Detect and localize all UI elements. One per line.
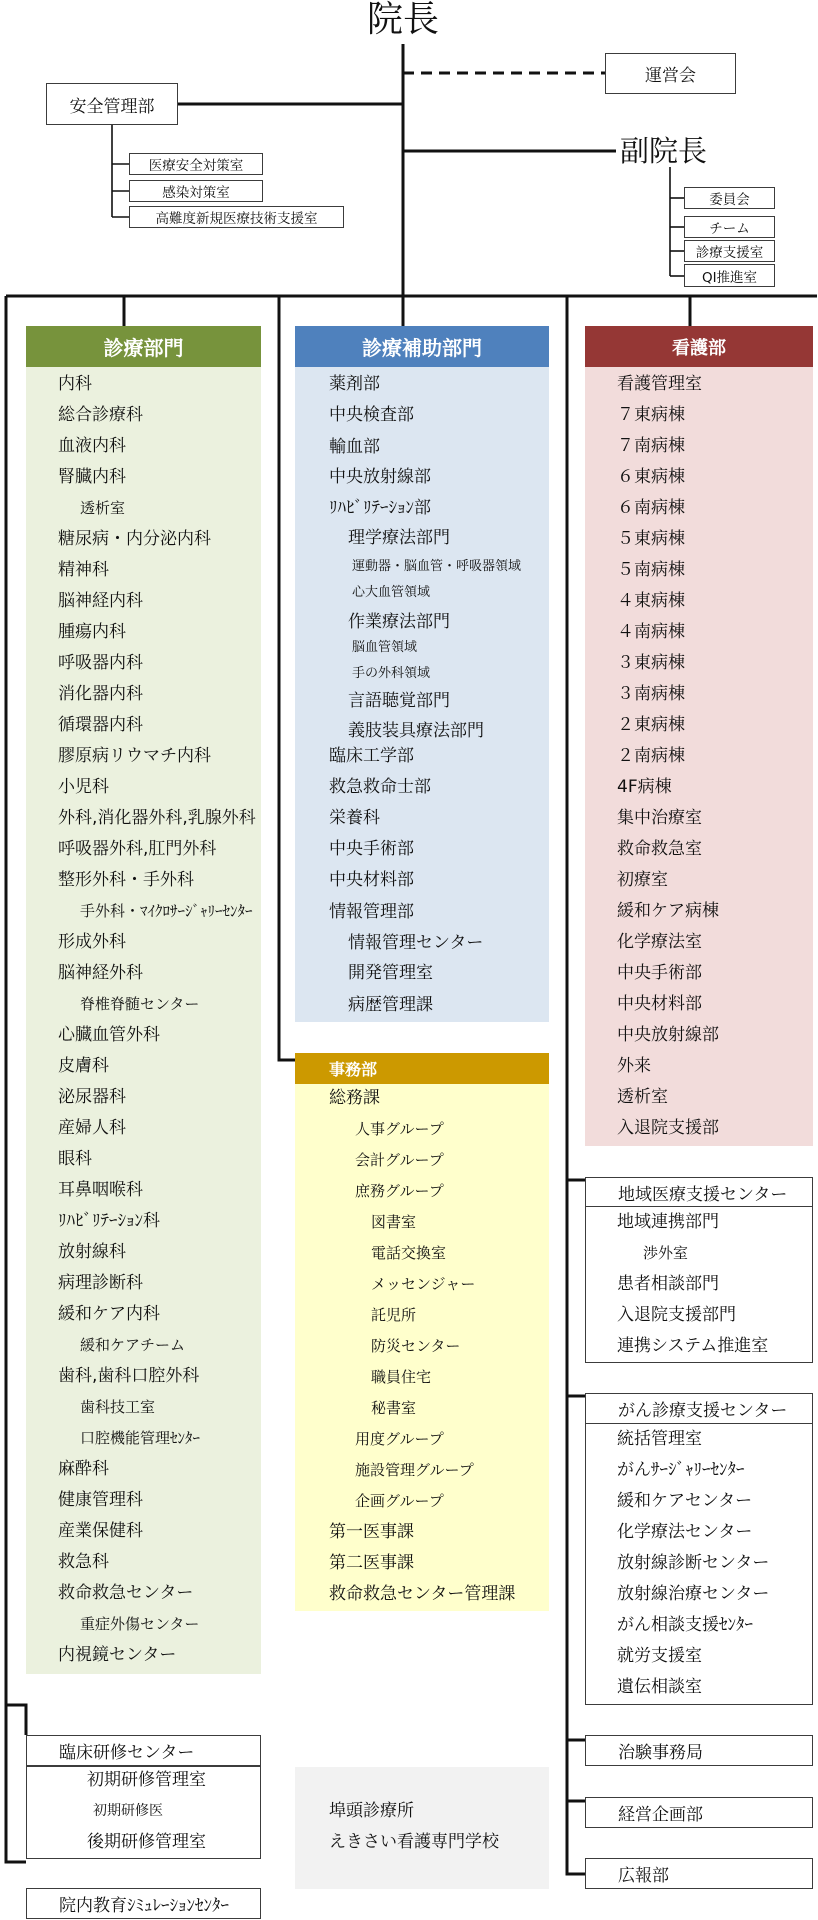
cancer-center-header: がん診療支援センター — [585, 1393, 813, 1424]
training-item: 初期研修管理室 — [87, 1769, 206, 1790]
admin-item: 職員住宅 — [371, 1368, 432, 1386]
regional-item: 患者相談部門 — [617, 1273, 719, 1294]
safety-sub-box: 感染対策室 — [129, 180, 263, 202]
nursing-item: 化学療法室 — [617, 932, 702, 952]
cancer-item: 遺伝相談室 — [617, 1676, 702, 1697]
vice-sub-box: 委員会 — [684, 187, 775, 209]
medical-item: 心臓血管外科 — [58, 1025, 160, 1045]
support-item: 脳血管領域 — [352, 639, 418, 655]
left-spine-line — [6, 296, 26, 1862]
medical-item: 血液内科 — [58, 436, 126, 456]
medical-dept-header: 診療部門 — [26, 326, 261, 367]
cancer-item: 放射線治療センター — [617, 1583, 770, 1604]
council-box: 運営会 — [605, 53, 736, 94]
medical-item: 救急科 — [58, 1552, 109, 1572]
medical-item: 病理診断科 — [58, 1273, 143, 1293]
nursing-item: ２南病棟 — [617, 746, 685, 766]
admin-item: 企画グループ — [355, 1492, 444, 1510]
nursing-item: ７東病棟 — [617, 405, 685, 425]
training-item: 後期研修管理室 — [87, 1831, 206, 1852]
medical-item: 小児科 — [58, 777, 109, 797]
nursing-item: 初療室 — [617, 870, 668, 890]
regional-item: 連携システム推進室 — [617, 1335, 769, 1356]
cancer-item: 就労支援室 — [617, 1645, 702, 1666]
nursing-item: 中央放射線部 — [617, 1025, 719, 1045]
support-item: 情報管理部 — [329, 901, 414, 922]
regional-item: 入退院支援部門 — [617, 1304, 736, 1325]
medical-item: 外科,消化器外科,乳腺外科 — [58, 808, 256, 828]
medical-item: 総合診療科 — [58, 405, 143, 425]
safety-sub-box: 高難度新規医療技術支援室 — [129, 206, 344, 228]
support-item: 中央材料部 — [329, 869, 414, 890]
support-item: 手の外科領域 — [352, 665, 431, 681]
nursing-item: 外来 — [617, 1056, 651, 1076]
planning-dept-box: 経営企画部 — [585, 1797, 813, 1828]
admin-item: 第二医事課 — [329, 1553, 414, 1573]
admin-item: 用度グループ — [355, 1430, 444, 1448]
nursing-item: ５東病棟 — [617, 529, 685, 549]
cancer-item: がん相談支援ｾﾝﾀｰ — [617, 1614, 753, 1635]
nursing-item: ６南病棟 — [617, 498, 685, 518]
medical-item: 手外科・ﾏｲｸﾛｻｰｼﾞｬﾘｰｾﾝﾀｰ — [80, 902, 253, 920]
admin-item: 救命救急センター管理課 — [329, 1584, 516, 1604]
safety-sub-box: 医療安全対策室 — [129, 153, 263, 175]
support-item: 作業療法部門 — [348, 611, 450, 632]
medical-item: 腎臓内科 — [58, 467, 126, 487]
support-item: 中央放射線部 — [329, 467, 431, 488]
pr-dept-box: 広報部 — [585, 1858, 813, 1889]
education-center-box: 院内教育ｼﾐｭﾚｰｼｮﾝｾﾝﾀｰ — [26, 1888, 261, 1919]
admin-item: 秘書室 — [371, 1399, 417, 1417]
medical-item: 腫瘍内科 — [58, 622, 126, 642]
support-item: 救急救命士部 — [329, 776, 431, 797]
admin-item: 人事グループ — [355, 1120, 444, 1138]
medical-item: 消化器内科 — [58, 684, 143, 704]
support-item: 輸血部 — [329, 436, 380, 457]
training-center-tick — [6, 1705, 26, 1735]
nursing-item: 集中治療室 — [617, 808, 702, 828]
admin-item: 託児所 — [371, 1306, 417, 1324]
nursing-item: ３東病棟 — [617, 653, 685, 673]
regional-item: 地域連携部門 — [617, 1211, 719, 1232]
medical-item: ﾘﾊﾋﾞﾘﾃｰｼｮﾝ科 — [58, 1211, 160, 1231]
medical-item: 皮膚科 — [58, 1056, 109, 1076]
medical-item: 放射線科 — [58, 1242, 126, 1262]
nursing-item: 緩和ケア病棟 — [617, 901, 719, 921]
nursing-dept-header: 看護部 — [585, 326, 813, 367]
medical-item: 脳神経外科 — [58, 963, 143, 983]
medical-item: 整形外科・手外科 — [58, 870, 194, 890]
medical-item: 膠原病リウマチ内科 — [58, 746, 211, 766]
nursing-item: ４東病棟 — [617, 591, 685, 611]
nursing-item: 入退院支援部 — [617, 1118, 719, 1138]
admin-item: 会計グループ — [355, 1151, 444, 1169]
support-dept-header: 診療補助部門 — [295, 326, 549, 367]
medical-item: 泌尿器科 — [58, 1087, 126, 1107]
medical-item: 産業保健科 — [58, 1521, 143, 1541]
training-item: 初期研修医 — [93, 1802, 163, 1819]
director-title: 院長 — [366, 0, 439, 40]
cancer-item: 化学療法センター — [617, 1521, 753, 1542]
admin-item: 施設管理グループ — [355, 1461, 474, 1479]
support-item: ﾘﾊﾋﾞﾘﾃｰｼｮﾝ部 — [329, 497, 431, 518]
support-item: 中央検査部 — [329, 404, 414, 425]
support-item: 運動器・脳血管・呼吸器領域 — [352, 559, 522, 574]
admin-item: メッセンジャー — [371, 1275, 476, 1293]
cancer-item: がんｻｰｼﾞｬﾘｰｾﾝﾀｰ — [617, 1459, 745, 1480]
medical-item: 重症外傷センター — [80, 1615, 200, 1633]
affiliate-item: えきさい看護専門学校 — [329, 1831, 499, 1852]
vice-sub-box: チーム — [684, 216, 775, 238]
medical-item: 眼科 — [58, 1149, 92, 1169]
admin-item: 庶務グループ — [355, 1182, 444, 1200]
affiliate-item: 埠頭診療所 — [329, 1800, 414, 1821]
regional-item: 渉外室 — [643, 1243, 689, 1262]
regional-center-header: 地域医療支援センター — [585, 1177, 813, 1207]
medical-item: 麻酔科 — [58, 1459, 109, 1479]
vice-sub-box: QI推進室 — [684, 264, 775, 287]
nursing-item: ５南病棟 — [617, 560, 685, 580]
medical-item: 形成外科 — [58, 932, 126, 952]
admin-item: 第一医事課 — [329, 1522, 414, 1542]
right-spine-line — [567, 296, 585, 1874]
admin-item: 電話交換室 — [371, 1244, 447, 1262]
vice-sub-box: 診療支援室 — [684, 240, 775, 262]
medical-item: 呼吸器内科 — [58, 653, 143, 673]
admin-item: 総務課 — [329, 1088, 380, 1108]
training-center-header: 臨床研修センター — [26, 1735, 261, 1766]
support-item: 病歴管理課 — [348, 994, 433, 1015]
cancer-item: 統括管理室 — [617, 1428, 702, 1449]
medical-item: 歯科技工室 — [80, 1398, 156, 1416]
nursing-item: ３南病棟 — [617, 684, 685, 704]
admin-item: 防災センター — [371, 1337, 461, 1355]
nursing-item: 救命救急室 — [617, 839, 702, 859]
medical-item: 緩和ケア内科 — [58, 1304, 160, 1324]
medical-item: 脊椎脊髄センター — [80, 995, 200, 1013]
medical-item: 緩和ケアチーム — [80, 1336, 186, 1354]
support-item: 中央手術部 — [329, 839, 414, 860]
nursing-item: ７南病棟 — [617, 436, 685, 456]
medical-item: 透析室 — [80, 499, 126, 517]
medical-item: 歯科,歯科口腔外科 — [58, 1366, 200, 1386]
medical-item: 健康管理科 — [58, 1490, 143, 1510]
cancer-item: 放射線診断センター — [617, 1552, 770, 1573]
support-item: 臨床工学部 — [329, 746, 414, 767]
medical-item: 内視鏡センター — [58, 1645, 177, 1665]
support-item: 薬剤部 — [329, 374, 380, 394]
support-item: 情報管理センター — [348, 932, 484, 953]
support-item: 理学療法部門 — [348, 528, 450, 549]
cancer-item: 緩和ケアセンター — [617, 1490, 753, 1511]
nursing-item: ４南病棟 — [617, 622, 685, 642]
medical-item: 内科 — [58, 374, 92, 394]
nursing-item: ６東病棟 — [617, 467, 685, 487]
medical-item: 精神科 — [58, 560, 109, 580]
support-item: 言語聴覚部門 — [348, 691, 450, 712]
medical-item: 糖尿病・内分泌内科 — [58, 529, 211, 549]
nursing-item: ２東病棟 — [617, 715, 685, 735]
medical-item: 口腔機能管理ｾﾝﾀｰ — [80, 1429, 201, 1447]
medical-item: 呼吸器外科,肛門外科 — [58, 839, 217, 859]
medical-item: 脳神経内科 — [58, 591, 143, 611]
nursing-item: 透析室 — [617, 1087, 668, 1107]
nursing-item: 中央手術部 — [617, 963, 702, 983]
medical-item: 産婦人科 — [58, 1118, 126, 1138]
support-item: 義肢装具療法部門 — [348, 720, 484, 741]
nursing-item: 看護管理室 — [617, 374, 702, 394]
nursing-item: 4F病棟 — [617, 777, 672, 797]
medical-item: 救命救急センター — [58, 1583, 194, 1603]
trial-office-box: 治験事務局 — [585, 1735, 813, 1766]
nursing-item: 中央材料部 — [617, 994, 702, 1014]
admin-item: 図書室 — [371, 1213, 417, 1231]
support-item: 開発管理室 — [348, 963, 433, 983]
vice-director-title: 副院長 — [620, 134, 708, 168]
support-item: 栄養科 — [329, 807, 380, 828]
admin-dept-drop-line — [279, 296, 295, 1060]
medical-item: 耳鼻咽喉科 — [58, 1180, 143, 1200]
medical-item: 循環器内科 — [58, 715, 143, 735]
safety-dept-box: 安全管理部 — [46, 83, 178, 125]
support-item: 心大血管領域 — [352, 584, 431, 600]
admin-dept-header: 事務部 — [295, 1053, 549, 1084]
